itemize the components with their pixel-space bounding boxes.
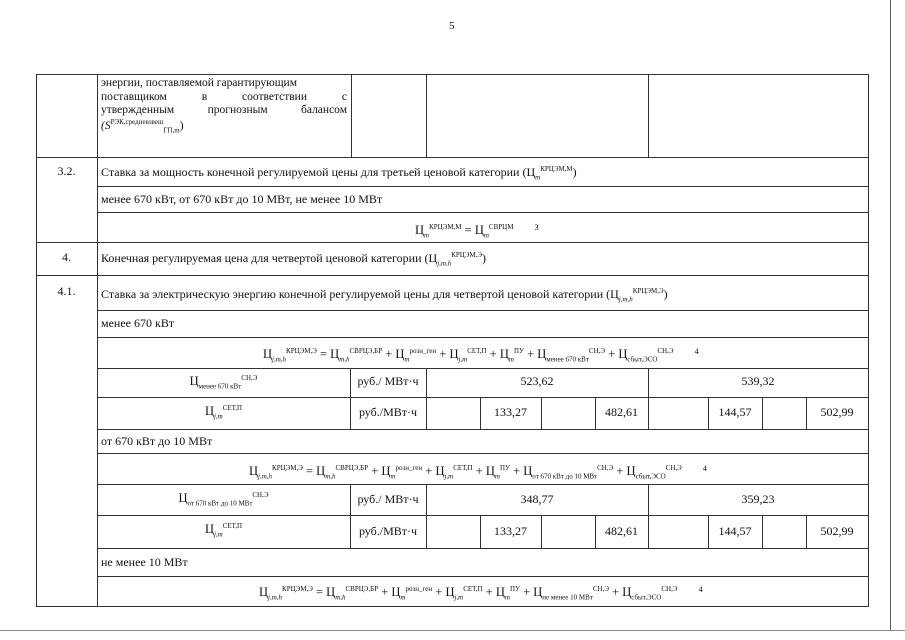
row-3-2-title: Ставка за мощность конечной регулируемой цены для третьей ценовой категории $(Ц_m^{КРЦЭМ,М})$ bbox=[101, 165, 577, 182]
section-1-row-1-unit: руб./ МВт·ч bbox=[357, 374, 419, 388]
section-1-row-2-value-4: 502,99 bbox=[820, 405, 854, 419]
section-1-row-2-unit: руб./МВт·ч bbox=[358, 405, 418, 419]
section-1-row-1-value-1: 523,62 bbox=[520, 374, 554, 388]
intro-line-2: поставщиком в соответствии с bbox=[101, 90, 347, 103]
section-3-title: не менее 10 МВт bbox=[101, 555, 188, 569]
row-number-4: 4. bbox=[62, 250, 71, 264]
section-2-row-1-value-1: 348,77 bbox=[520, 492, 554, 506]
row-3-2-range: менее 670 кВт, от 670 кВт до 10 МВт, не менее 10 МВт bbox=[101, 192, 383, 206]
section-2-row-2-value-1: 133,27 bbox=[494, 524, 527, 538]
section-2-row-2-label: $Ц_{j,m}^{СЕТ,П}$ bbox=[204, 521, 243, 539]
section-1-row-1-label: $Ц_{менее 670 кВт}^{СН,Э}$ bbox=[189, 373, 258, 391]
section-1-row-2-value-1: 133,27 bbox=[494, 405, 527, 419]
intro-symbol: $(S^{РЭК,средневзвеш}_{ГП,m})$ bbox=[101, 117, 184, 134]
section-2-title: от 670 кВт до 10 МВт bbox=[101, 434, 213, 448]
row-3-2-formula: $Ц_m^{КРЦЭМ,М} = Ц_m^{СВРЦМ}$ $^3$ bbox=[415, 222, 539, 240]
section-2-row-1-label: $Ц_{от 670 кВт до 10 МВт}^{СН,Э}$ bbox=[178, 490, 269, 508]
section-1-formula: $Ц_{j,m,h}^{КРЦЭМ,Э} = Ц_{m,h}^{СВРЦЭ,БР} + Ц_m^{розн\_ген} + Ц_{j,m}^{СЕТ,П} + Ц_m^{ПУ} + Ц_{менее 670 кВт}^{СН,Э} + Ц_{сбыт,ЭСО}^{СН,Э}$ $^4$ bbox=[263, 346, 699, 364]
row-number-4-1: 4.1. bbox=[57, 284, 76, 298]
page-number: 5 bbox=[449, 20, 455, 32]
section-3-formula: $Ц_{j,m,h}^{КРЦЭМ,Э} = Ц_{m,h}^{СВРЦЭ,БР} + Ц_m^{розн\_ген} + Ц_{j,m}^{СЕТ,П} + Ц_m^{ПУ} + Ц_{не менее 10 МВт}^{СН,Э} + Ц_{сбыт,ЭСО}^{СН,Э}$ $^4$ bbox=[259, 584, 703, 602]
section-2-row-2-value-4: 502,99 bbox=[820, 524, 854, 538]
section-1-row-2-label: $Ц_{j,m}^{СЕТ,П}$ bbox=[204, 403, 243, 421]
row-4-title: Конечная регулируемая цена для четвертой ценовой категории $(Ц_{j,m,h}^{КРЦЭМ,Э})$ bbox=[101, 251, 487, 268]
intro-text bbox=[101, 77, 347, 133]
row-4-1-title: Ставка за электрическую энергию конечной регулируемой цены для четвертой ценовой категории $(Ц_{j,m,h}^{КРЦЭМ,Э})$ bbox=[101, 287, 668, 304]
section-1-title: менее 670 кВт bbox=[101, 316, 175, 330]
intro-line-1: энергии, поставляемой гарантирующим bbox=[101, 77, 297, 89]
section-2-formula: $Ц_{j,m,h}^{КРЦЭМ,Э} = Ц_{m,h}^{СВРЦЭ,БР} + Ц_m^{розн\_ген} + Ц_{j,m}^{СЕТ,П} + Ц_m^{ПУ} + Ц_{от 670 кВт до 10 МВт}^{СН,Э} + Ц_{сбыт,ЭСО}^{СН,Э}$ $^4$ bbox=[249, 463, 707, 481]
row-number-3-2: 3.2. bbox=[57, 164, 76, 178]
section-1-row-2-value-3: 144,57 bbox=[718, 405, 752, 419]
section-1-row-1-value-2: 539,32 bbox=[741, 374, 775, 388]
section-2-row-2-unit: руб./МВт·ч bbox=[358, 524, 418, 538]
section-2-row-2-value-2: 482,61 bbox=[605, 524, 638, 538]
section-1-row-2-value-2: 482,61 bbox=[605, 405, 638, 419]
section-2-row-1-value-2: 359,23 bbox=[741, 492, 775, 506]
section-2-row-2-value-3: 144,57 bbox=[718, 524, 752, 538]
section-2-row-1-unit: руб./ МВт·ч bbox=[357, 492, 419, 506]
intro-line-3: утвержденным прогнозным балансом bbox=[101, 104, 347, 116]
